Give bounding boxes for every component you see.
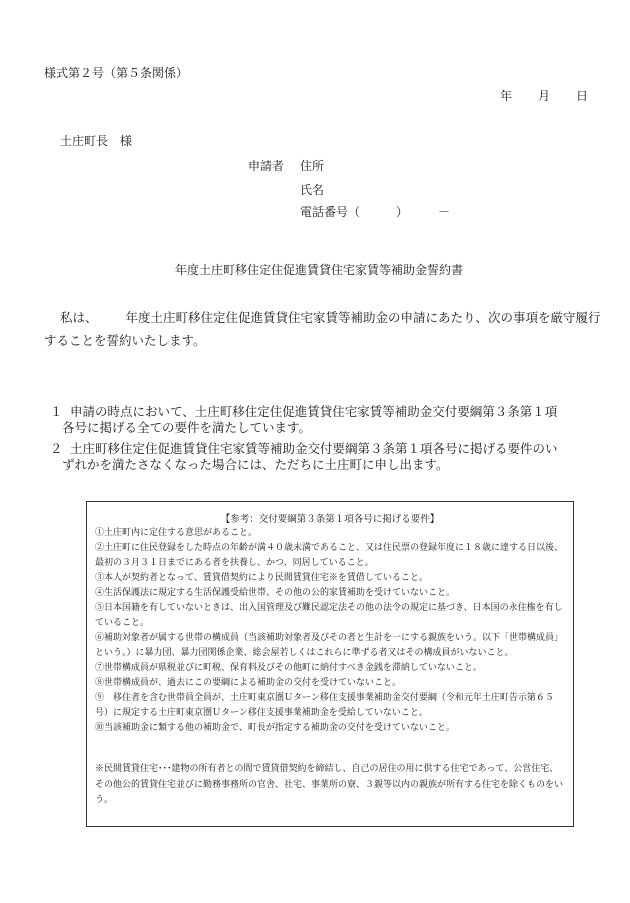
applicant-label: 申請者 <box>248 159 285 173</box>
reference-item: ③本人が契約者となって、賃貸借契約により民間賃貸住宅※を賃借していること。 <box>95 573 428 583</box>
reference-title: 【参考：交付要綱第３条第１項各号に掲げる要件】 <box>220 514 440 525</box>
reference-item: ⑩当該補助金に類する他の補助金で、町長が指定する補助金の交付を受けていないこと。 <box>95 723 455 733</box>
reference-item: ⑨ 移住者を含む世帯員全員が、土庄町東京圏Ｕターン移住支援事業補助金交付要綱（令和元年土庄町告示第６５号）に規定する土庄町東京圏Ｕターン移住支援事業補助金を受給していないこと。 <box>95 693 554 718</box>
date-year-label: 年 <box>500 89 513 103</box>
date-month-label: 月 <box>538 89 551 103</box>
applicant-name-label: 氏名 <box>300 183 325 197</box>
reference-item: ①土庄町内に定住する意思があること。 <box>95 528 258 538</box>
applicant-address-label: 住所 <box>300 159 325 173</box>
pledge-body <box>44 306 604 352</box>
reference-item: ⑥補助対象者が属する世帯の構成員（当該補助対象者及びその者と生計を一にする親族をいう。以下「世帯構成員」という。）に暴力団、暴力団関係企業、総会屋若しくはこれらに準ずる者又はその構成員がいないこと。 <box>95 633 564 658</box>
pledge-item-text: 土庄町移住定住促進賃貸住宅家賃等補助金交付要綱第３条第１項各号に掲げる要件のい <box>70 441 558 456</box>
reference-note: ※民間賃貸住宅･･･建物の所有者との間で賃貸借契約を締結し、自己の居住の用に供する住宅であって、公営住宅、その他公的賃貸住宅並びに勤務事務所の官舎、社宅、事業所の寮、３親等以内の親族が所有する住宅を除くものをいう。 <box>95 764 564 805</box>
pledge-item-2 <box>50 441 610 472</box>
reference-box <box>86 501 574 827</box>
pledge-item-1 <box>50 404 610 435</box>
pledge-item-number: ２ <box>50 441 63 456</box>
pledge-body-part2: 年度土庄町移住定住促進賃貸住宅家賃等補助金の申請にあたり、次の事項を厳守履行することを誓約いたします。 <box>44 310 601 348</box>
pledge-item-text-cont: ずれかを満たさなくなった場合には、ただちに土庄町に申し出ます。 <box>62 456 449 472</box>
document-title: 年度土庄町移住定住促進賃貸住宅家賃等補助金誓約書 <box>175 263 464 277</box>
reference-item: ⑧世帯構成員が、過去にこの要綱による補助金の交付を受けていないこと。 <box>95 678 402 688</box>
reference-item: ④生活保護法に規定する生活保護受給世帯、その他の公的家賃補助を受けていないこと。 <box>95 588 456 598</box>
reference-item: ②土庄町に住民登録をした時点の年齢が満４０歳未満であること、又は住民票の登録年度に１８歳に達する日以後、最初の３月３１日までにある者を扶養し、かつ、同居していること。 <box>95 543 564 568</box>
form-number: 様式第２号（第５条関係） <box>44 66 189 80</box>
pledge-item-text: 申請の時点において、土庄町移住定住促進賃貸住宅家賃等補助金交付要綱第３条第１項 <box>70 404 558 419</box>
date-day-label: 日 <box>576 89 589 103</box>
addressee: 土庄町長 様 <box>60 134 133 148</box>
pledge-body-part1: 私は、 <box>60 310 98 325</box>
pledge-item-number: １ <box>50 404 63 419</box>
applicant-phone-label: 電話番号（ ） － <box>300 205 451 219</box>
date-line <box>500 87 588 104</box>
pledge-item-text-cont: 各号に掲げる全ての要件を満たしています。 <box>62 419 312 435</box>
reference-item: ⑤日本国籍を有していないときは、出入国管理及び難民認定法その他の法令の規定に基づき、日本国の永住権を有していること。 <box>95 603 563 628</box>
reference-list <box>95 526 565 736</box>
reference-item: ⑦世帯構成員が県税並びに町税、保育料及びその他町に納付すべき金銭を滞納していないこと。 <box>95 663 482 673</box>
